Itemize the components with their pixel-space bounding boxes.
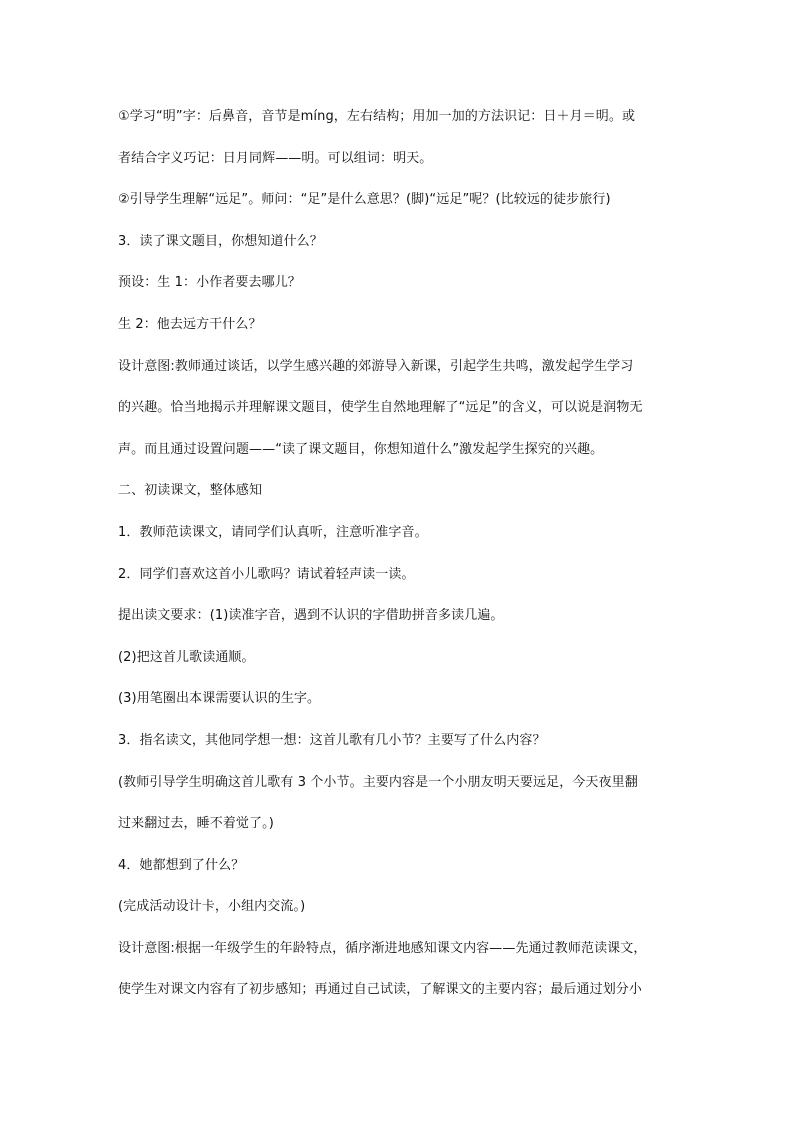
text-line-2: 者结合字义巧记：日月同辉——明。可以组词：明天。	[118, 150, 433, 166]
document-page	[118, 96, 678, 1011]
text-line-20: (完成活动设计卡，小组内交流。)	[118, 899, 306, 915]
section-heading: 二、初读课文，整体感知	[118, 483, 263, 499]
text-line-3: ②引导学生理解“远足”。师问：“足”是什么意思？(脚)“远足”呢？(比较远的徒步旅行)	[118, 192, 611, 208]
text-line-4: 3．读了课文题目，你想知道什么？	[118, 233, 323, 249]
text-line-17: (教师引导学生明确这首儿歌有 3 个小节。主要内容是一个小朋友明天要远足，今天夜里翻	[118, 774, 638, 790]
text-line-19: 4．她都想到了什么？	[118, 857, 245, 873]
text-line-11: 1．教师范读课文，请同学们认真听，注意听准字音。	[118, 524, 428, 540]
text-line-6: 生 2：他去远方干什么？	[118, 316, 262, 332]
text-line-14: (2)把这首儿歌读通顺。	[118, 649, 255, 665]
text-line-9: 声。而且通过设置问题——“读了课文题目，你想知道什么”激发起学生探究的兴趣。	[118, 441, 604, 457]
text-line-18: 过来翻过去，睡不着觉了。)	[118, 816, 274, 832]
text-line-13: 提出读文要求：(1)读准字音，遇到不认识的字借助拼音多读几遍。	[118, 608, 504, 624]
text-line-22: 使学生对课文内容有了初步感知；再通过自己试读，了解课文的主要内容；最后通过划分小	[118, 982, 643, 998]
text-line-12: 2．同学们喜欢这首小儿歌吗？请试着轻声读一读。	[118, 566, 415, 582]
text-line-8: 的兴趣。恰当地揭示并理解课文题目，使学生自然地理解了“远足”的含义，可以说是润物无	[118, 400, 643, 416]
text-line-15: (3)用笔圈出本课需要认识的生字。	[118, 691, 321, 707]
text-line-16: 3．指名读文，其他同学想一想：这首儿歌有几小节？主要写了什么内容？	[118, 732, 546, 748]
text-line-21: 设计意图:根据一年级学生的年龄特点，循序渐进地感知课文内容——先通过教师范读课文，	[118, 940, 647, 956]
text-line-5: 预设：生 1：小作者要去哪儿？	[118, 275, 301, 291]
text-line-1: ①学习“明”字：后鼻音，音节是míng，左右结构；用加一加的方法识记：日＋月＝明。或	[118, 109, 636, 124]
text-line-7: 设计意图:教师通过谈话，以学生感兴趣的郊游导入新课，引起学生共鸣，激发起学生学习	[118, 358, 634, 374]
